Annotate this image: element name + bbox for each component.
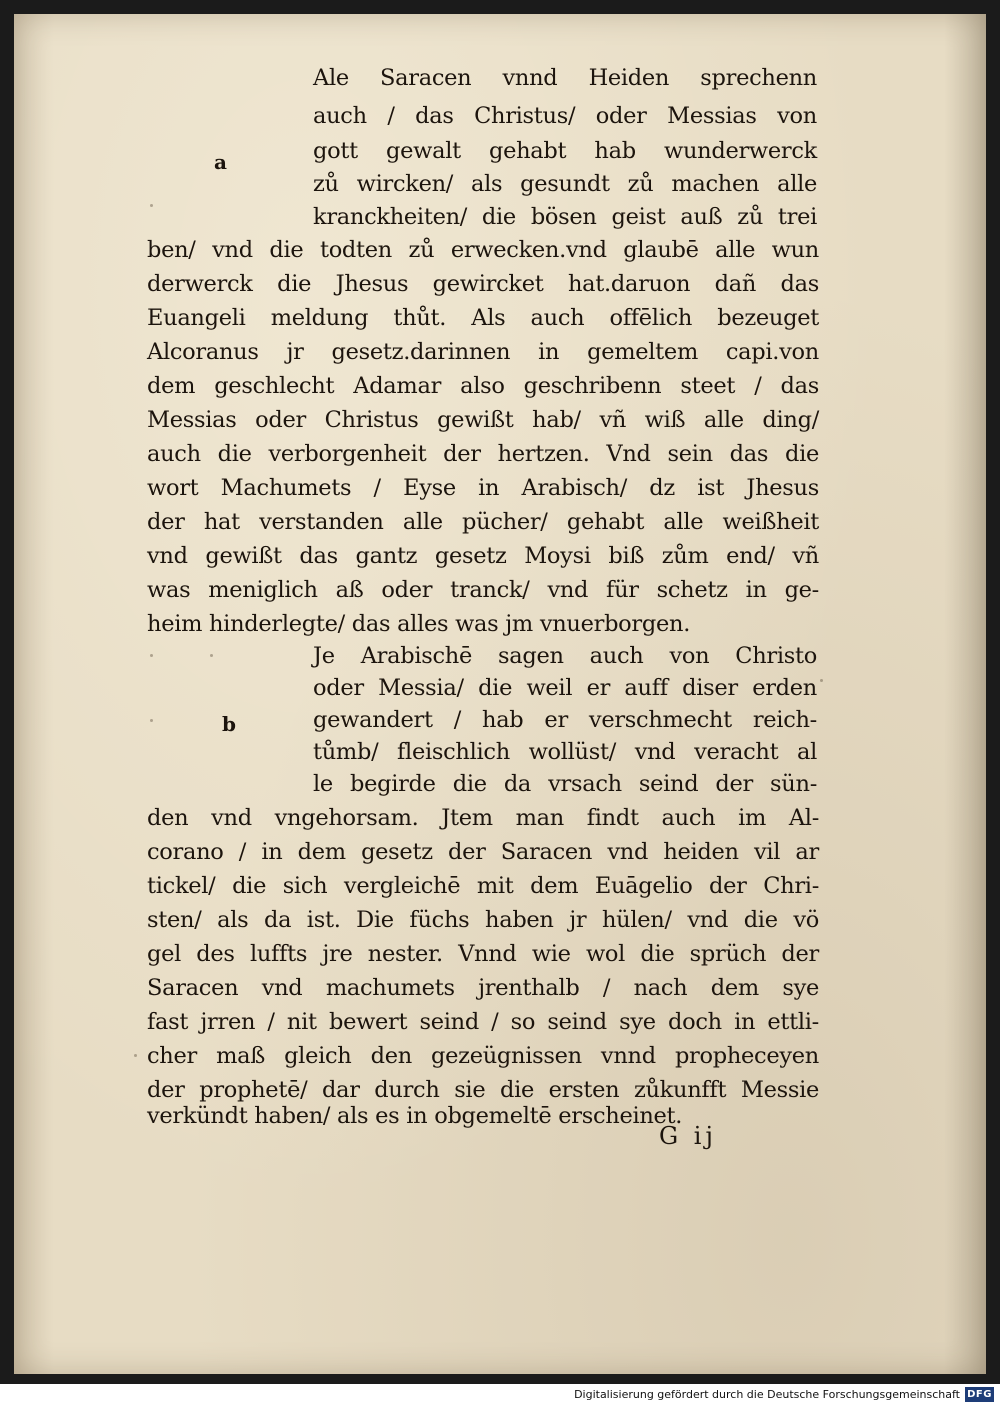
footer-bar xyxy=(0,1384,1000,1406)
dfg-logo: DFG xyxy=(965,1387,994,1402)
paper-speck xyxy=(210,654,213,657)
text-line: auch / das Christus/ oder Messias von xyxy=(313,103,817,129)
margin-note-b: b xyxy=(222,712,236,736)
paper-speck xyxy=(820,679,823,682)
text-line: kranckheiten/ die bösen geist auß zů trei xyxy=(313,204,817,230)
funding-credit: Digitalisierung gefördert durch die Deutsche Forschungsgemeinschaft xyxy=(574,1388,960,1401)
text-line: sten/ als da ist. Die füchs haben jr hülen/ vnd die vö xyxy=(147,907,819,933)
text-line: gott gewalt gehabt hab wunderwerck xyxy=(313,138,817,164)
text-line: Alcoranus jr gesetz.darinnen in gemeltem capi.von xyxy=(147,339,819,365)
text-line: corano / in dem gesetz der Saracen vnd heiden vil ar xyxy=(147,839,819,865)
text-line: Je Arabischē sagen auch von Christo xyxy=(313,643,817,669)
text-line: heim hinderlegte/ das alles was jm vnuerborgen. xyxy=(147,611,691,637)
text-line: was meniglich aß oder tranck/ vnd für schetz in ge- xyxy=(147,577,819,603)
text-line: gel des luffts jre nester. Vnnd wie wol die sprüch der xyxy=(147,941,819,967)
text-line: ben/ vnd die todten zů erwecken.vnd glaubē alle wun xyxy=(147,237,819,263)
text-line: tůmb/ fleischlich wollüst/ vnd veracht al xyxy=(313,739,817,765)
text-line: cher maß gleich den gezeügnissen vnnd propheceyen xyxy=(147,1043,819,1069)
text-line: Saracen vnd machumets jrenthalb / nach dem sye xyxy=(147,975,819,1001)
text-line: tickel/ die sich vergleichē mit dem Euāgelio der Chri- xyxy=(147,873,819,899)
text-line: le begirde die da vrsach seind der sün- xyxy=(313,771,817,797)
text-line: gewandert / hab er verschmecht reich- xyxy=(313,707,817,733)
text-line: Ale Saracen vnnd Heiden sprechenn xyxy=(313,65,817,91)
text-line: wort Machumets / Eyse in Arabisch/ dz ist Jhesus xyxy=(147,475,819,501)
text-line: verkündt haben/ als es in obgemeltē erscheinet. xyxy=(147,1103,683,1129)
text-line: oder Messia/ die weil er auff diser erden xyxy=(313,675,817,701)
text-line: fast jrren / nit bewert seind / so seind sye doch in ettli- xyxy=(147,1009,819,1035)
paper-speck xyxy=(150,204,153,207)
text-line: Messias oder Christus gewißt hab/ vñ wiß alle ding/ xyxy=(147,407,819,433)
text-line: dem geschlecht Adamar also geschribenn steet / das xyxy=(147,373,819,399)
text-line: auch die verborgenheit der hertzen. Vnd sein das die xyxy=(147,441,819,467)
margin-note-a: a xyxy=(214,150,227,174)
text-line: vnd gewißt das gantz gesetz Moysi biß zům end/ vñ xyxy=(147,543,819,569)
paper-speck xyxy=(150,719,153,722)
paper-speck xyxy=(134,1054,137,1057)
text-line: zů wircken/ als gesundt zů machen alle xyxy=(313,171,817,197)
text-line: der prophetē/ dar durch sie die ersten zůkunfft Messie xyxy=(147,1077,819,1103)
text-line: derwerck die Jhesus gewircket hat.daruon dañ das xyxy=(147,271,819,297)
text-line: den vnd vngehorsam. Jtem man findt auch im Al- xyxy=(147,805,819,831)
text-line: Euangeli meldung thůt. Als auch offēlich bezeuget xyxy=(147,305,819,331)
text-line: der hat verstanden alle pücher/ gehabt alle weißheit xyxy=(147,509,819,535)
signature-mark: G ij xyxy=(659,1122,717,1150)
paper-speck xyxy=(150,654,153,657)
